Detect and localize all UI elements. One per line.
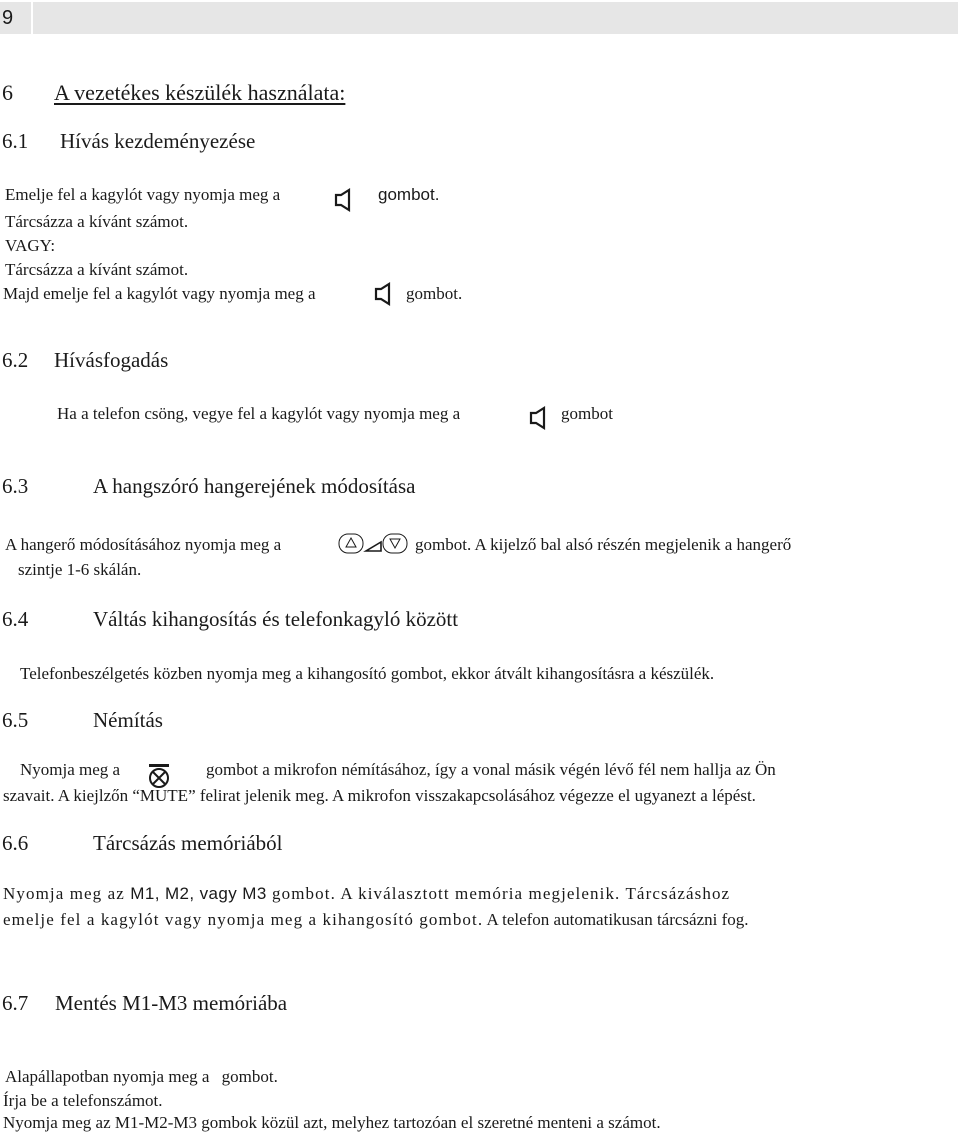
s67-line1-b: gombot. [221, 1067, 278, 1086]
section-6-1-number: 6.1 [2, 129, 29, 153]
s66-line1-a: Nyomja meg az [3, 884, 125, 903]
s63-line1: A hangerő módosításához nyomja meg a [5, 535, 282, 554]
section-6-2-number: 6.2 [2, 348, 29, 372]
s61-line1-end: gombot. [378, 185, 440, 204]
page-number: 9 [0, 2, 31, 34]
s62-line1-end: gombot [561, 404, 613, 423]
s64-line1: Telefonbeszélgetés közben nyomja meg a kihangosító gombot, ekkor átvált kihangosításra a készülék. [20, 664, 715, 683]
volume-ramp-icon [366, 542, 381, 551]
section-6-5-number: 6.5 [2, 708, 29, 732]
volume-buttons-icon [337, 531, 413, 557]
section-6-title: A vezetékes készülék használata: [54, 80, 346, 105]
section-6-3-title: A hangszóró hangerejének módosítása [93, 474, 416, 498]
s66-line2-b: A telefon automatikusan tárcsázni fog. [486, 910, 749, 929]
s61-line5-end: gombot. [406, 284, 463, 303]
section-6-7-number: 6.7 [2, 991, 29, 1015]
page-header-strip [33, 2, 958, 34]
section-6-4-number: 6.4 [2, 607, 29, 631]
s67-line2: Írja be a telefonszámot. [3, 1091, 163, 1110]
section-6-5-title: Némítás [93, 708, 163, 732]
s65-line2: szavait. A kiejlzőn “MUTE” felirat jelenik meg. A mikrofon visszakapcsolásához végezze el ugyanezt a lépést. [3, 786, 756, 805]
s63-line1-end: gombot. A kijelző bal alsó részén megjelenik a hangerő [415, 535, 792, 554]
speaker-icon [374, 282, 396, 306]
s61-line2: Tárcsázza a kívánt számot. [5, 212, 189, 231]
s66-line2 [3, 910, 749, 930]
s67-line3: Nyomja meg az M1-M2-M3 gombok közül azt, melyhez tartozóan el szeretné menteni a számot. [3, 1113, 661, 1132]
section-6-3-number: 6.3 [2, 474, 29, 498]
s65-line1: Nyomja meg a [20, 760, 121, 779]
s67-line1 [5, 1067, 278, 1087]
section-6-2-title: Hívásfogadás [54, 348, 169, 372]
section-6-6-number: 6.6 [2, 831, 29, 855]
s67-line1-a: Alapállapotban nyomja meg a [5, 1067, 210, 1086]
s61-line1: Emelje fel a kagylót vagy nyomja meg a [5, 185, 281, 204]
volume-down-icon [383, 534, 407, 553]
s66-line1 [3, 884, 730, 904]
s63-line2: szintje 1-6 skálán. [18, 560, 142, 579]
s66-line1-c: gombot. A kiválasztott memória megjelenik. Tárcsázáshoz [272, 884, 731, 903]
speaker-icon [334, 188, 356, 212]
speaker-icon [529, 406, 551, 430]
s66-line2-a: emelje fel a kagylót vagy nyomja meg a kihangosító gombot. [3, 910, 484, 929]
section-6-4-title: Váltás kihangosítás és telefonkagyló között [93, 607, 459, 631]
s61-line5: Majd emelje fel a kagylót vagy nyomja meg a [3, 284, 316, 303]
section-6-6-title: Tárcsázás memóriából [93, 831, 283, 855]
section-6-number: 6 [2, 80, 13, 105]
section-6-7-title: Mentés M1-M3 memóriába [55, 991, 288, 1015]
page-header [0, 0, 960, 36]
s62-line1: Ha a telefon csöng, vegye fel a kagylót vagy nyomja meg a [57, 404, 461, 423]
section-6-1-title: Hívás kezdeményezése [60, 129, 256, 153]
s66-line1-memory-keys: M1, M2, vagy M3 [130, 884, 267, 903]
volume-up-icon [339, 534, 363, 553]
s61-line3: VAGY: [5, 236, 56, 255]
s61-line4: Tárcsázza a kívánt számot. [5, 260, 189, 279]
s65-line1-end: gombot a mikrofon némításához, így a vonal másik végén lévő fél nem hallja az Ön [206, 760, 776, 779]
